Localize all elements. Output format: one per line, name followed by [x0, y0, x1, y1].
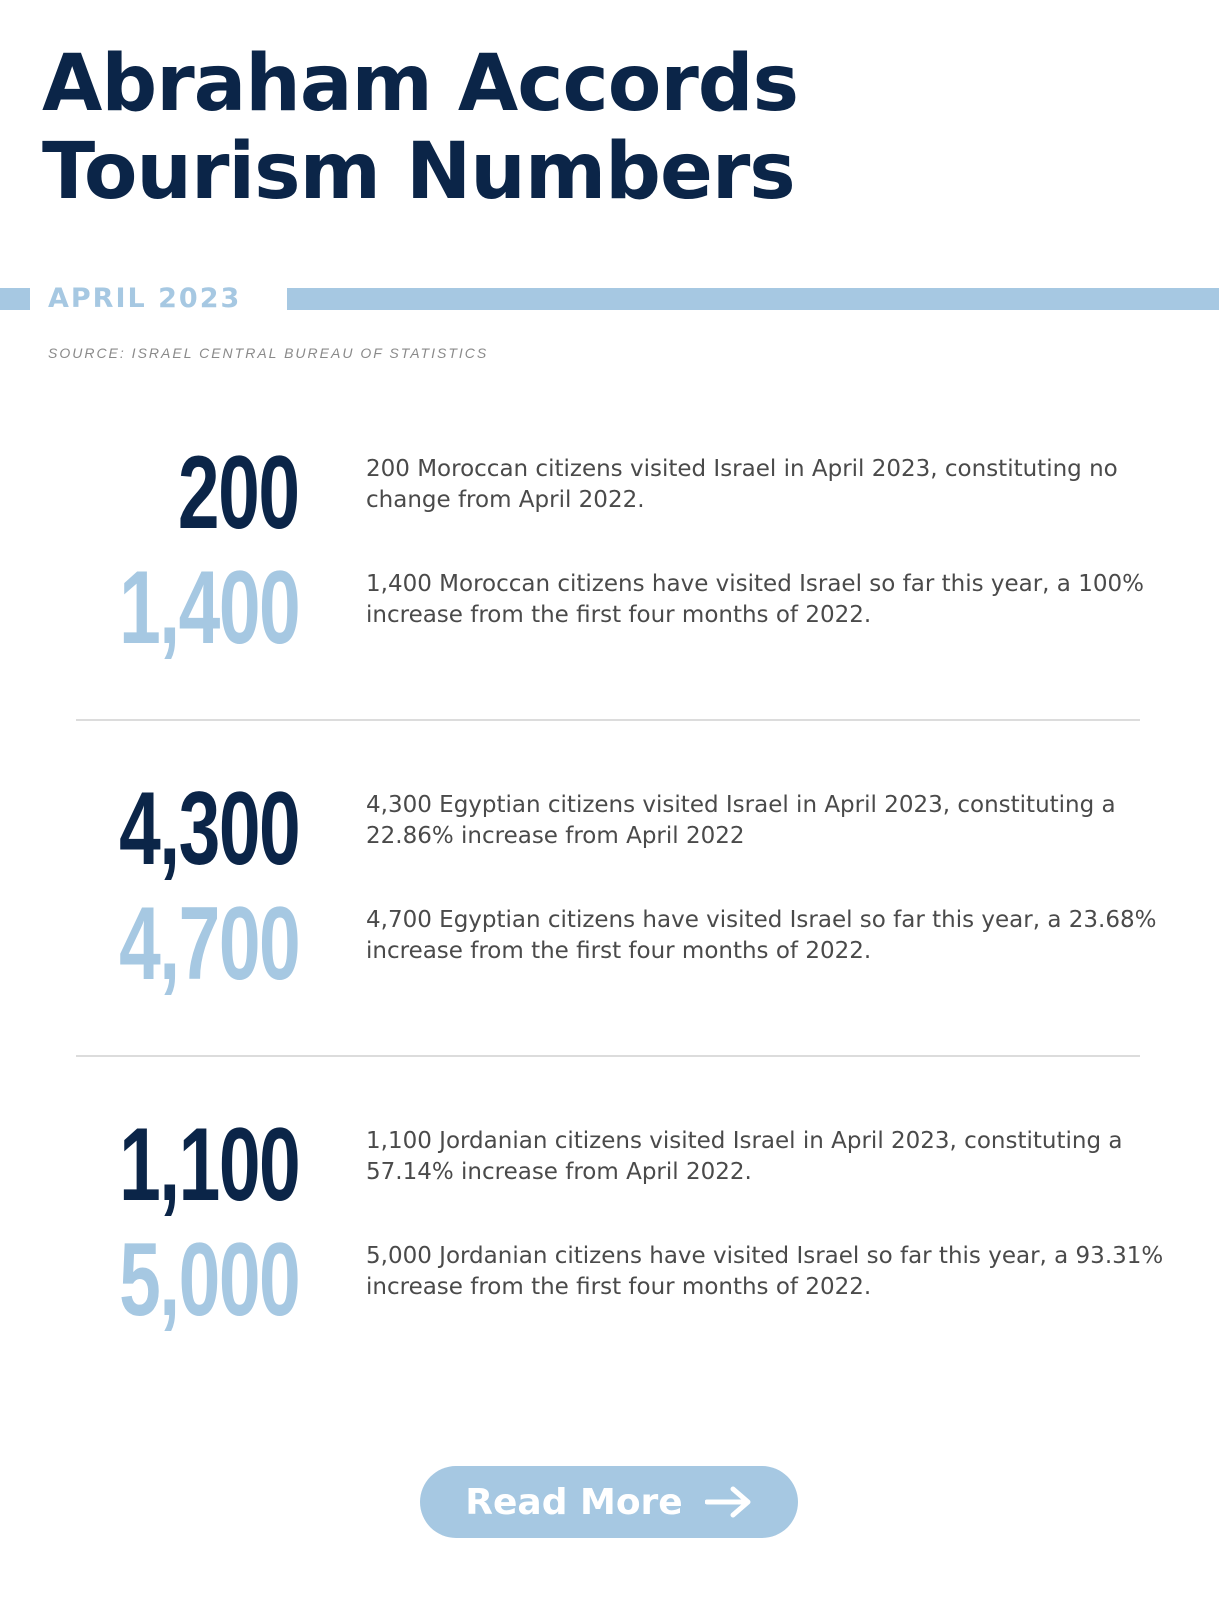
title-line-1: Abraham Accords	[42, 39, 799, 129]
monthly-number: 4,300	[118, 771, 299, 887]
source-note: SOURCE: ISRAEL CENTRAL BUREAU OF STATISTICS	[48, 345, 489, 361]
ytd-description: 1,400 Moroccan citizens have visited Israel so far this year, a 100% increase from the first four months of 2022.	[366, 571, 1144, 628]
read-more-label: Read More	[465, 1481, 683, 1523]
stat-row-ytd	[0, 1222, 1219, 1338]
stat-row-ytd	[0, 886, 1219, 1002]
stat-row-monthly	[0, 771, 1219, 887]
ytd-description: 5,000 Jordanian citizens have visited Israel so far this year, a 93.31% increase from the first four months of 2022.	[366, 1243, 1164, 1300]
arrow-right-icon	[705, 1486, 753, 1518]
ytd-description: 4,700 Egyptian citizens have visited Israel so far this year, a 23.68% increase from the first four months of 2022.	[366, 907, 1157, 964]
monthly-description: 1,100 Jordanian citizens visited Israel in April 2023, constituting a 57.14% increase from April 2022.	[366, 1128, 1123, 1185]
section-divider	[76, 1055, 1140, 1057]
title-line-2: Tourism Numbers	[42, 127, 795, 217]
page-title	[42, 40, 798, 216]
ytd-number: 5,000	[118, 1222, 299, 1338]
monthly-number: 200	[178, 435, 299, 551]
date-label: APRIL 2023	[48, 283, 242, 314]
date-band	[0, 282, 1219, 316]
band-left-bar	[0, 288, 30, 310]
band-right-bar	[287, 288, 1219, 310]
monthly-description: 4,300 Egyptian citizens visited Israel in April 2023, constituting a 22.86% increase from April 2022	[366, 792, 1116, 849]
monthly-number: 1,100	[118, 1107, 299, 1223]
stat-row-monthly	[0, 1107, 1219, 1223]
monthly-description: 200 Moroccan citizens visited Israel in April 2023, constituting no change from April 2022.	[366, 456, 1118, 513]
ytd-number: 4,700	[118, 886, 299, 1002]
read-more-button[interactable]	[420, 1466, 798, 1538]
stat-row-ytd	[0, 550, 1219, 666]
section-divider	[76, 719, 1140, 721]
ytd-number: 1,400	[118, 550, 299, 666]
stat-row-monthly	[0, 435, 1219, 551]
